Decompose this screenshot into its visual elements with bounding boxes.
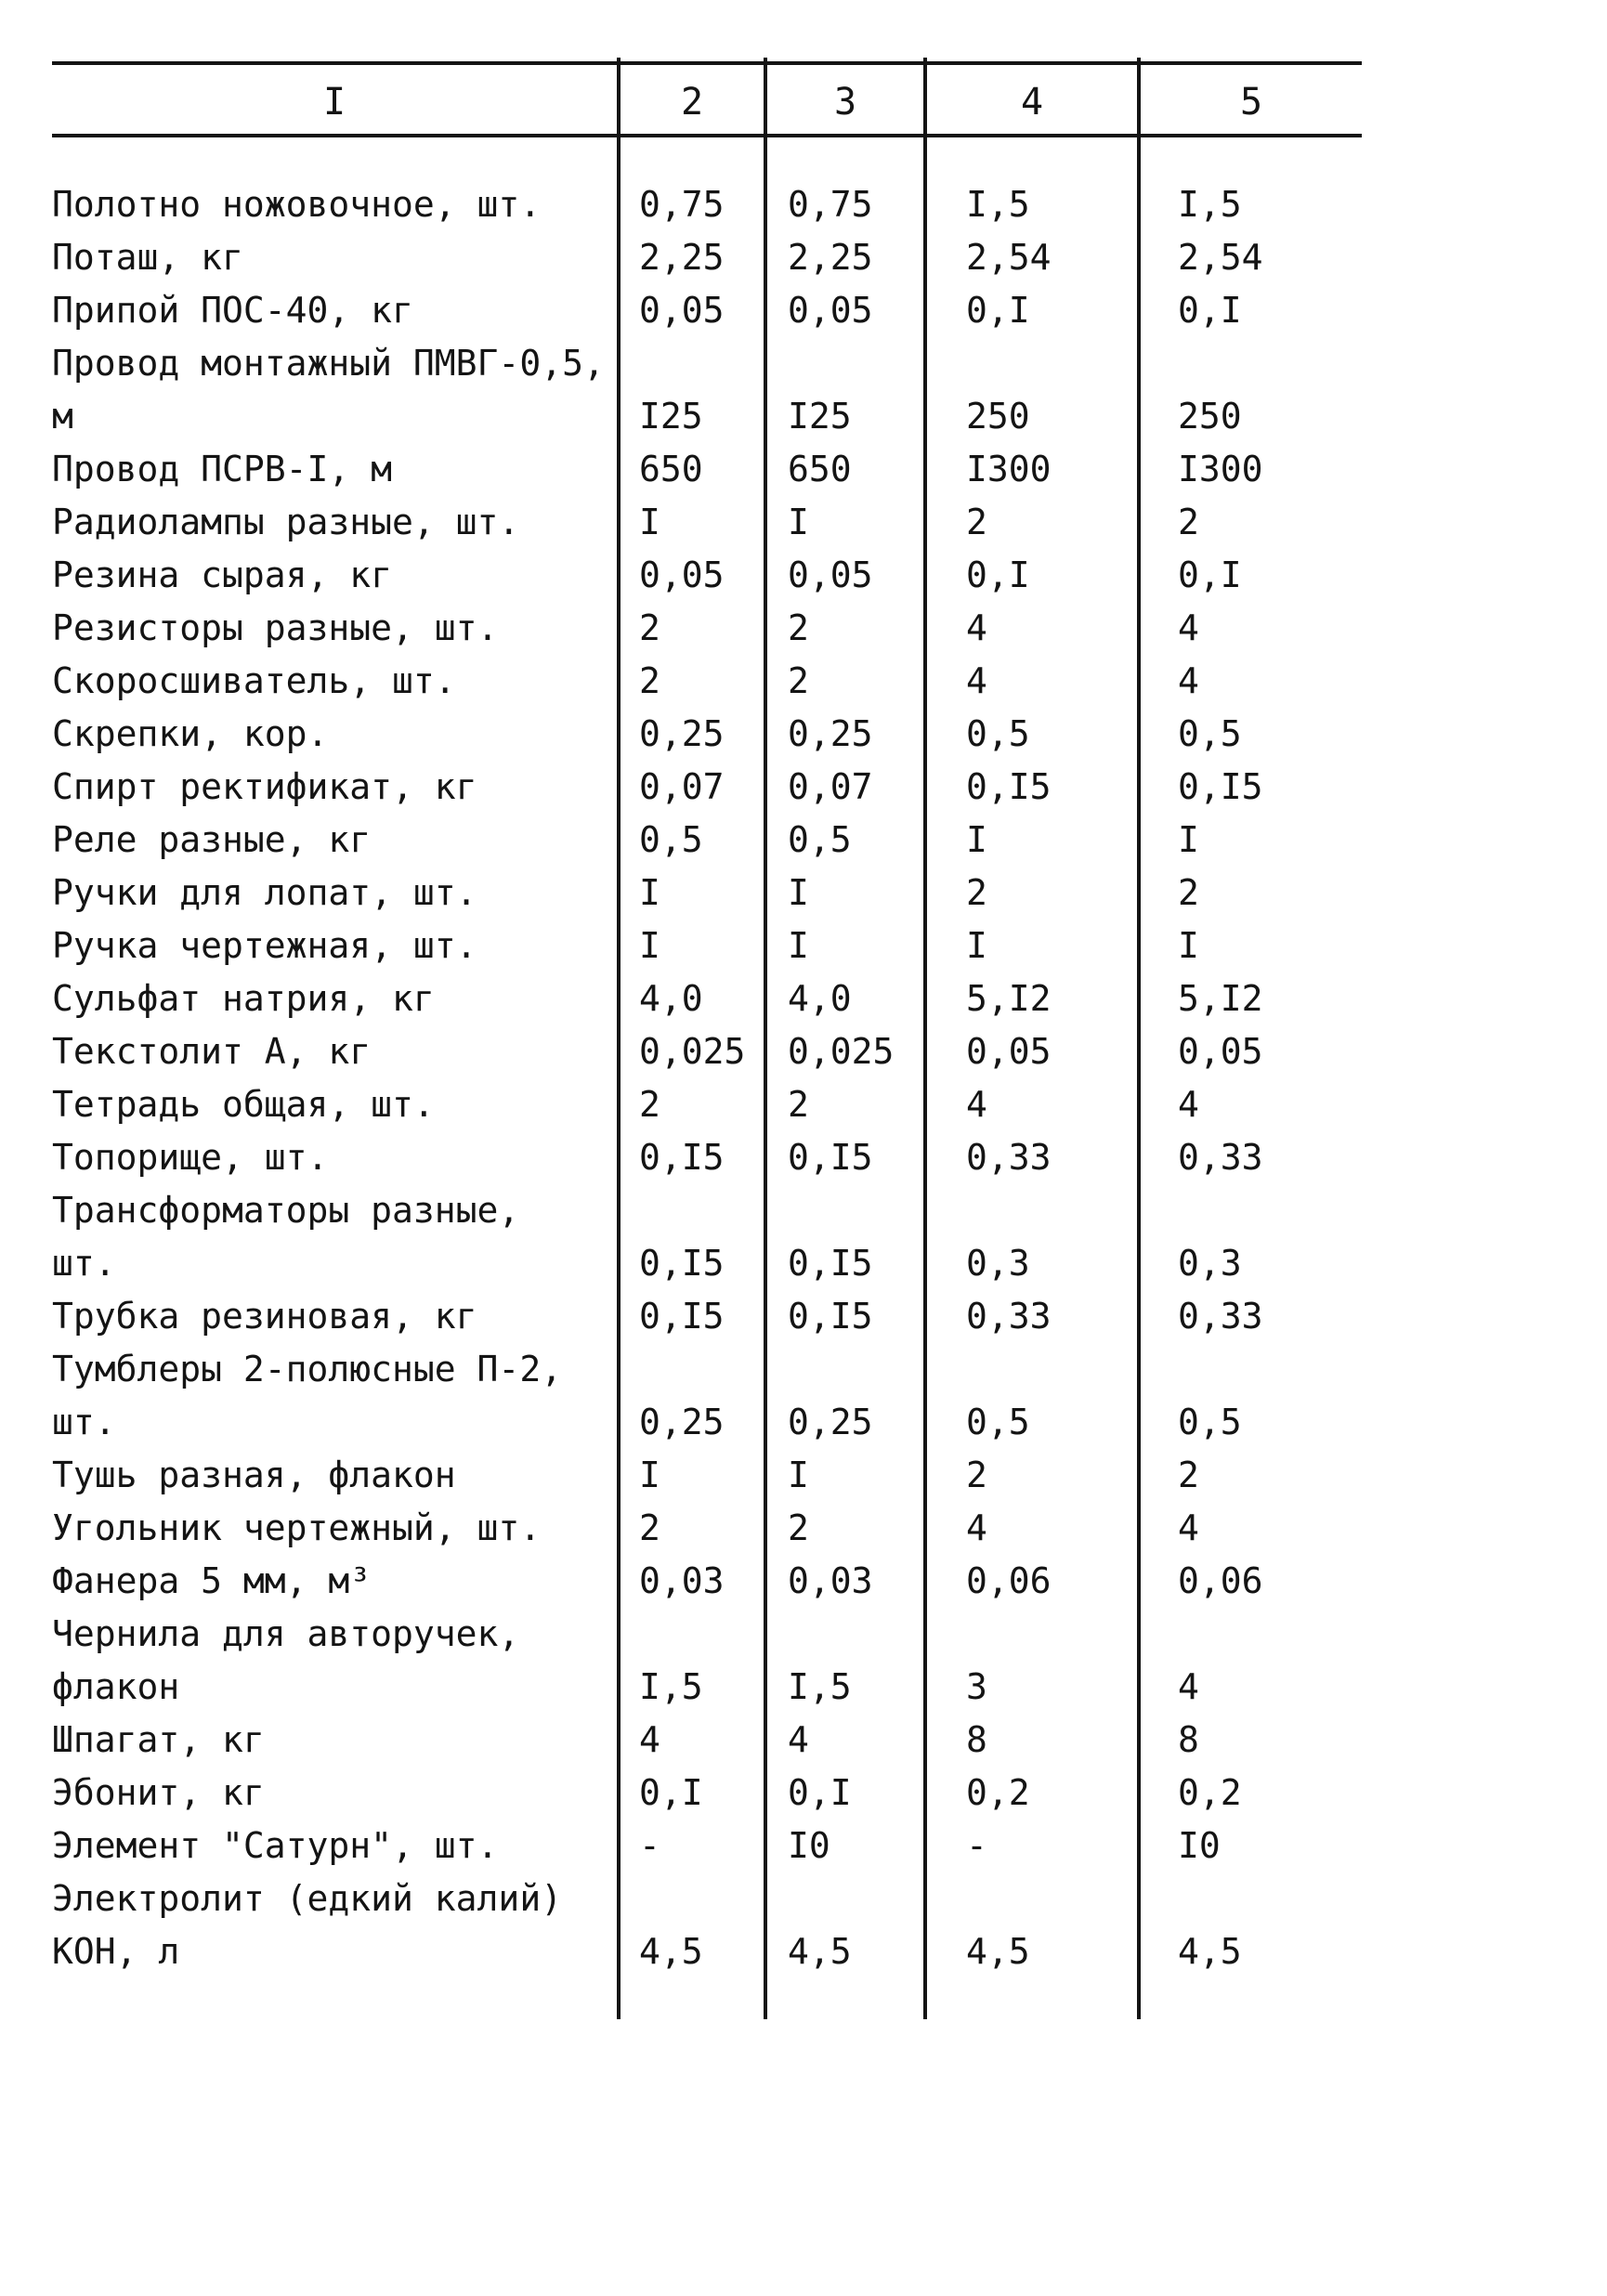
table-row [0,761,1607,814]
value-cell-col-4: 4,5 [966,1931,1030,1972]
table-top-rule [52,61,1362,65]
value-cell-col-4: I [966,925,987,966]
value-cell-col-4: 0,33 [966,1296,1052,1337]
item-name-cell: Ручки для лопат, шт. [52,872,477,913]
value-cell-col-3: 0,I5 [788,1137,873,1178]
value-cell-col-3: 2 [788,1507,809,1548]
value-cell-col-2: 2 [639,1507,660,1548]
item-name-cell: Угольник чертежный, шт. [52,1507,542,1548]
table-row [0,549,1607,602]
item-name-cell: Полотно ножовочное, шт. [52,184,542,225]
value-cell-col-4: 0,5 [966,1402,1030,1442]
item-name-cell: Фанера 5 мм, м³ [52,1560,372,1601]
value-cell-col-5: 5,I2 [1178,978,1263,1019]
table-row [0,1184,1607,1237]
value-cell-col-4: 0,2 [966,1772,1030,1813]
value-cell-col-3: 0,I [788,1772,852,1813]
table-row [0,708,1607,761]
item-name-cell: Скрепки, кор. [52,713,329,754]
item-name-cell: Радиолампы разные, шт. [52,502,520,542]
value-cell-col-4: 4 [966,1507,987,1548]
table-row [0,1820,1607,1872]
table-row [0,1714,1607,1767]
value-cell-col-3: I0 [788,1825,830,1866]
value-cell-col-5: 0,3 [1178,1243,1242,1284]
item-name-cell: Тумблеры 2-полюсные П-2, [52,1349,563,1389]
item-name-cell: Ручка чертежная, шт. [52,925,477,966]
value-cell-col-2: 0,I5 [639,1243,725,1284]
table-row [0,284,1607,337]
value-cell-col-4: 0,33 [966,1137,1052,1178]
table-row [0,1661,1607,1714]
table-row [0,178,1607,231]
value-cell-col-5: 0,33 [1178,1137,1263,1178]
table-row [0,655,1607,708]
value-cell-col-5: 2 [1178,1455,1199,1495]
value-cell-col-2: I,5 [639,1666,703,1707]
item-name-cell: Резина сырая, кг [52,554,393,595]
item-name-cell: Эбонит, кг [52,1772,265,1813]
table-row [0,1555,1607,1608]
value-cell-col-5: I,5 [1178,184,1242,225]
table-row [0,337,1607,390]
value-cell-col-2: 0,25 [639,1402,725,1442]
header-col-4: 4 [1020,81,1044,124]
value-cell-col-3: 0,25 [788,713,873,754]
value-cell-col-2: I [639,1455,660,1495]
item-name-cell: Трубка резиновая, кг [52,1296,477,1337]
value-cell-col-3: 0,05 [788,290,873,331]
item-name-cell: Текстолит А, кг [52,1031,372,1072]
value-cell-col-2: 650 [639,449,703,489]
value-cell-col-4: I300 [966,449,1052,489]
value-cell-col-4: 2 [966,1455,987,1495]
value-cell-col-3: 4,0 [788,978,852,1019]
table-row [0,496,1607,549]
value-cell-col-2: 0,25 [639,713,725,754]
table-row [0,443,1607,496]
value-cell-col-4: - [966,1825,987,1866]
item-name-cell: КОН, л [52,1931,180,1972]
value-cell-col-3: 2 [788,607,809,648]
value-cell-col-3: 2,25 [788,237,873,278]
table-row [0,1343,1607,1396]
value-cell-col-5: 2 [1178,502,1199,542]
item-name-cell: м [52,396,73,437]
header-col-2: 2 [680,81,704,124]
value-cell-col-4: 0,I [966,554,1030,595]
value-cell-col-3: 4,5 [788,1931,852,1972]
item-name-cell: Сульфат натрия, кг [52,978,435,1019]
value-cell-col-3: 0,07 [788,766,873,807]
value-cell-col-3: 0,05 [788,554,873,595]
value-cell-col-3: 2 [788,1084,809,1125]
item-name-cell: Спирт ректификат, кг [52,766,477,807]
item-name-cell: Чернила для авторучек, [52,1613,520,1654]
value-cell-col-3: I,5 [788,1666,852,1707]
value-cell-col-4: 0,3 [966,1243,1030,1284]
item-name-cell: флакон [52,1666,180,1707]
value-cell-col-3: 0,5 [788,819,852,860]
item-name-cell: Шпагат, кг [52,1719,265,1760]
value-cell-col-5: 4 [1178,607,1199,648]
value-cell-col-3: I [788,502,809,542]
value-cell-col-2: 0,5 [639,819,703,860]
value-cell-col-3: 0,75 [788,184,873,225]
value-cell-col-3: 0,03 [788,1560,873,1601]
item-name-cell: Провод ПСРВ-I, м [52,449,393,489]
header-col-5: 5 [1239,81,1263,124]
value-cell-col-4: 250 [966,396,1030,437]
value-cell-col-5: 0,2 [1178,1772,1242,1813]
table-row [0,1925,1607,1978]
value-cell-col-3: I25 [788,396,852,437]
value-cell-col-2: 0,05 [639,554,725,595]
value-cell-col-4: 4 [966,607,987,648]
value-cell-col-3: 0,I5 [788,1296,873,1337]
item-name-cell: Трансформаторы разные, [52,1190,520,1231]
value-cell-col-4: 5,I2 [966,978,1052,1019]
value-cell-col-5: I [1178,925,1199,966]
item-name-cell: шт. [52,1243,116,1284]
item-name-cell: Элемент "Сатурн", шт. [52,1825,499,1866]
value-cell-col-2: 0,I [639,1772,703,1813]
table-row [0,1237,1607,1290]
value-cell-col-3: I [788,925,809,966]
item-name-cell: шт. [52,1402,116,1442]
header-col-1: I [322,81,346,124]
value-cell-col-2: 0,I5 [639,1137,725,1178]
value-cell-col-4: 8 [966,1719,987,1760]
value-cell-col-2: 2 [639,660,660,701]
value-cell-col-5: 2 [1178,872,1199,913]
value-cell-col-2: 2 [639,1084,660,1125]
table-row [0,1449,1607,1502]
value-cell-col-4: 0,05 [966,1031,1052,1072]
table-row [0,814,1607,867]
value-cell-col-5: 0,5 [1178,713,1242,754]
table-row [0,920,1607,972]
table-row [0,602,1607,655]
value-cell-col-2: - [639,1825,660,1866]
value-cell-col-4: 2 [966,872,987,913]
value-cell-col-5: 4 [1178,1666,1199,1707]
value-cell-col-3: 650 [788,449,852,489]
item-name-cell: Резисторы разные, шт. [52,607,499,648]
value-cell-col-2: I [639,872,660,913]
value-cell-col-4: 4 [966,1084,987,1125]
value-cell-col-4: 0,I5 [966,766,1052,807]
value-cell-col-5: 0,I5 [1178,766,1263,807]
table-row [0,1078,1607,1131]
value-cell-col-5: 4,5 [1178,1931,1242,1972]
value-cell-col-2: 0,025 [639,1031,746,1072]
table-row [0,1025,1607,1078]
value-cell-col-5: 0,I [1178,290,1242,331]
value-cell-col-4: 3 [966,1666,987,1707]
value-cell-col-2: 0,07 [639,766,725,807]
value-cell-col-3: I [788,872,809,913]
value-cell-col-2: I25 [639,396,703,437]
value-cell-col-5: 0,06 [1178,1560,1263,1601]
value-cell-col-3: 0,I5 [788,1243,873,1284]
table-row [0,1608,1607,1661]
table-row [0,1131,1607,1184]
value-cell-col-3: I [788,1455,809,1495]
value-cell-col-5: I300 [1178,449,1263,489]
value-cell-col-2: I [639,925,660,966]
value-cell-col-3: 2 [788,660,809,701]
value-cell-col-4: 4 [966,660,987,701]
item-name-cell: Скоросшиватель, шт. [52,660,456,701]
table-row [0,231,1607,284]
value-cell-col-2: I [639,502,660,542]
item-name-cell: Припой ПОС-40, кг [52,290,413,331]
item-name-cell: Реле разные, кг [52,819,372,860]
value-cell-col-4: 0,06 [966,1560,1052,1601]
value-cell-col-4: 2 [966,502,987,542]
value-cell-col-5: 0,5 [1178,1402,1242,1442]
item-name-cell: Провод монтажный ПМВГ-0,5, [52,343,605,384]
value-cell-col-2: 4,5 [639,1931,703,1972]
value-cell-col-5: 4 [1178,1084,1199,1125]
value-cell-col-2: 2,25 [639,237,725,278]
value-cell-col-4: 0,5 [966,713,1030,754]
value-cell-col-3: 0,025 [788,1031,895,1072]
table-row [0,1396,1607,1449]
value-cell-col-5: 4 [1178,1507,1199,1548]
item-name-cell: Тушь разная, флакон [52,1455,456,1495]
value-cell-col-2: 4,0 [639,978,703,1019]
table-row [0,1872,1607,1925]
item-name-cell: Тетрадь общая, шт. [52,1084,435,1125]
value-cell-col-5: 0,33 [1178,1296,1263,1337]
value-cell-col-2: 4 [639,1719,660,1760]
value-cell-col-5: 2,54 [1178,237,1263,278]
value-cell-col-4: 2,54 [966,237,1052,278]
table-row [0,390,1607,443]
table-row [0,1290,1607,1343]
value-cell-col-5: 8 [1178,1719,1199,1760]
value-cell-col-4: I [966,819,987,860]
value-cell-col-5: 0,05 [1178,1031,1263,1072]
value-cell-col-2: 0,I5 [639,1296,725,1337]
value-cell-col-4: 0,I [966,290,1030,331]
value-cell-col-5: 0,I [1178,554,1242,595]
item-name-cell: Электролит (едкий калий) [52,1878,563,1919]
table-row [0,1767,1607,1820]
table-row [0,867,1607,920]
value-cell-col-4: I,5 [966,184,1030,225]
value-cell-col-3: 4 [788,1719,809,1760]
value-cell-col-2: 0,03 [639,1560,725,1601]
value-cell-col-2: 2 [639,607,660,648]
table-row [0,972,1607,1025]
value-cell-col-3: 0,25 [788,1402,873,1442]
item-name-cell: Поташ, кг [52,237,243,278]
value-cell-col-5: I0 [1178,1825,1221,1866]
header-col-3: 3 [833,81,857,124]
header-bottom-rule [52,134,1362,137]
table-row [0,1502,1607,1555]
item-name-cell: Топорище, шт. [52,1137,329,1178]
value-cell-col-2: 0,75 [639,184,725,225]
value-cell-col-5: 4 [1178,660,1199,701]
value-cell-col-2: 0,05 [639,290,725,331]
value-cell-col-5: I [1178,819,1199,860]
value-cell-col-5: 250 [1178,396,1242,437]
